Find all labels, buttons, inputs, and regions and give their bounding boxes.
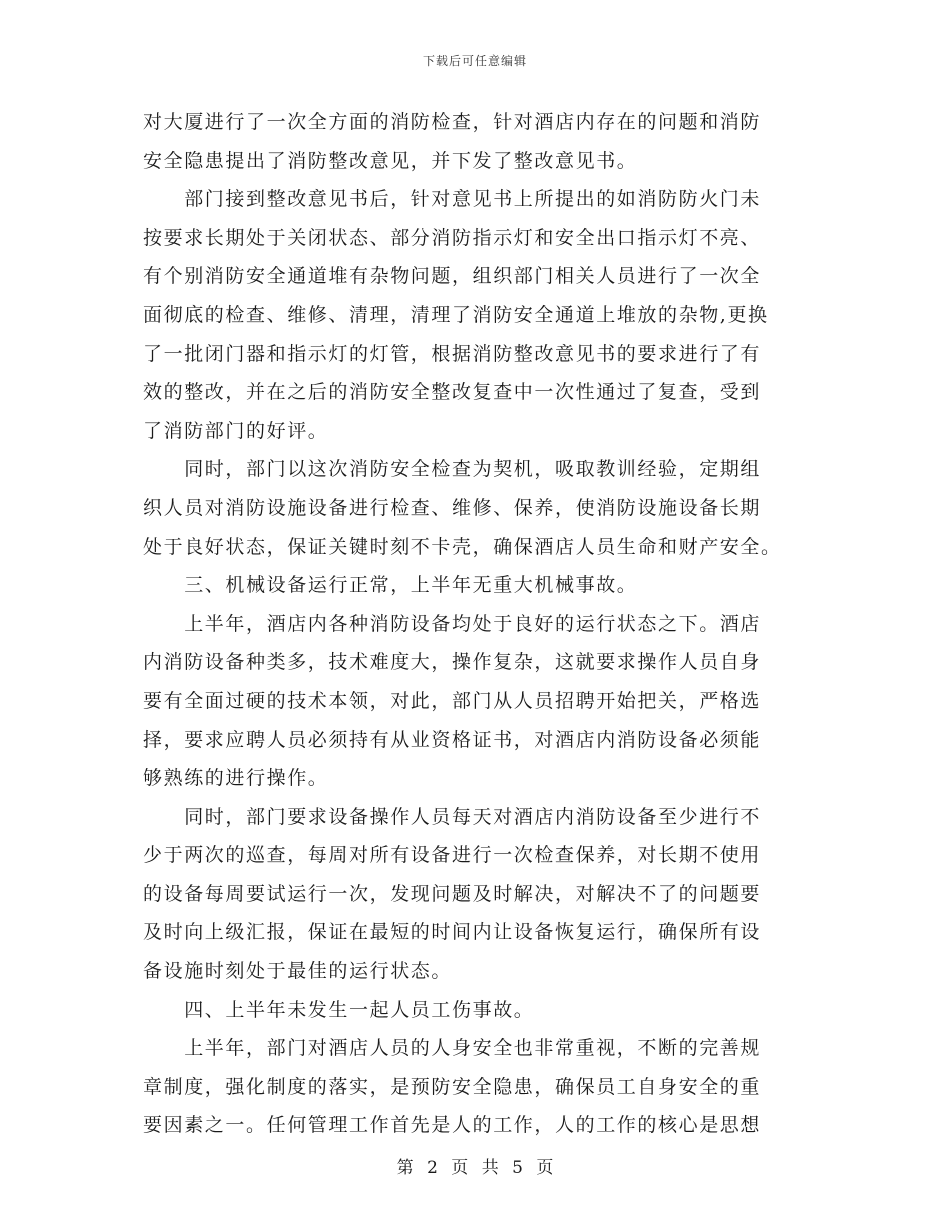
section-heading: 三、机械设备运行正常，上半年无重大机械事故。 xyxy=(143,574,638,597)
text-line: 了一批闭门器和指示灯的灯管，根据消防整改意见书的要求进行了有 xyxy=(143,342,762,365)
text-line: 部门接到整改意见书后，针对意见书上所提出的如消防防火门未 xyxy=(143,188,762,211)
text-line: 织人员对消防设施设备进行检查、维修、保养，使消防设施设备长期 xyxy=(143,496,762,519)
text-line: 同时，部门要求设备操作人员每天对酒店内消防设备至少进行不 xyxy=(143,805,762,828)
text-line: 有个别消防安全通道堆有杂物问题，组织部门相关人员进行了一次全 xyxy=(143,265,762,288)
page-header-note: 下载后可任意编辑 xyxy=(422,54,527,68)
text-line: 内消防设备种类多，技术难度大，操作复杂，这就要求操作人员自身 xyxy=(143,651,762,674)
text-line: 面彻底的检查、维修、清理，清理了消防安全通道上堆放的杂物,更换 xyxy=(143,303,769,326)
text-line: 章制度，强化制度的落实，是预防安全隐患，确保员工自身安全的重 xyxy=(143,1075,762,1098)
text-line: 要有全面过硬的技术本领，对此，部门从人员招聘开始把关，严格选 xyxy=(143,689,762,712)
text-line: 同时，部门以这次消防安全检查为契机，吸取教训经验，定期组 xyxy=(143,458,762,481)
document-body xyxy=(143,103,807,1145)
footer-total-pages: 5 xyxy=(512,1158,523,1178)
footer-label-ye-2: 页 xyxy=(536,1158,554,1178)
text-line: 的设备每周要试运行一次，发现问题及时解决，对解决不了的问题要 xyxy=(143,882,762,905)
footer-label-di: 第 xyxy=(396,1158,414,1178)
text-line: 够熟练的进行操作。 xyxy=(143,767,329,790)
text-line: 对大厦进行了一次全方面的消防检查，针对酒店内存在的问题和消防 xyxy=(143,111,762,133)
text-line: 少于两次的巡查，每周对所有设备进行一次检查保养，对长期不使用 xyxy=(143,844,762,867)
footer-current-page: 2 xyxy=(427,1158,438,1178)
footer-label-gong: 共 xyxy=(481,1158,499,1178)
text-line: 效的整改，并在之后的消防安全整改复查中一次性通过了复查，受到 xyxy=(143,381,762,404)
page-footer xyxy=(0,1153,950,1178)
text-line: 上半年，部门对酒店人员的人身安全也非常重视，不断的完善规 xyxy=(143,1037,762,1060)
text-line: 了消防部门的好评。 xyxy=(143,419,329,442)
text-line: 要因素之一。任何管理工作首先是人的工作，人的工作的核心是思想 xyxy=(143,1114,762,1137)
text-line: 处于良好状态，保证关键时刻不卡壳，确保酒店人员生命和财产安全。 xyxy=(143,535,782,558)
footer-label-ye: 页 xyxy=(451,1158,469,1178)
text-line: 安全隐患提出了消防整改意见，并下发了整改意见书。 xyxy=(143,149,638,172)
text-line: 及时向上级汇报，保证在最短的时间内让设备恢复运行，确保所有设 xyxy=(143,921,762,944)
text-line: 备设施时刻处于最佳的运行状态。 xyxy=(143,960,453,983)
text-line: 上半年，酒店内各种消防设备均处于良好的运行状态之下。酒店 xyxy=(143,612,762,635)
section-heading: 四、上半年未发生一起人员工伤事故。 xyxy=(143,998,535,1021)
text-line: 择，要求应聘人员必须持有从业资格证书，对酒店内消防设备必须能 xyxy=(143,728,762,751)
text-line: 按要求长期处于关闭状态、部分消防指示灯和安全出口指示灯不亮、 xyxy=(143,226,762,249)
